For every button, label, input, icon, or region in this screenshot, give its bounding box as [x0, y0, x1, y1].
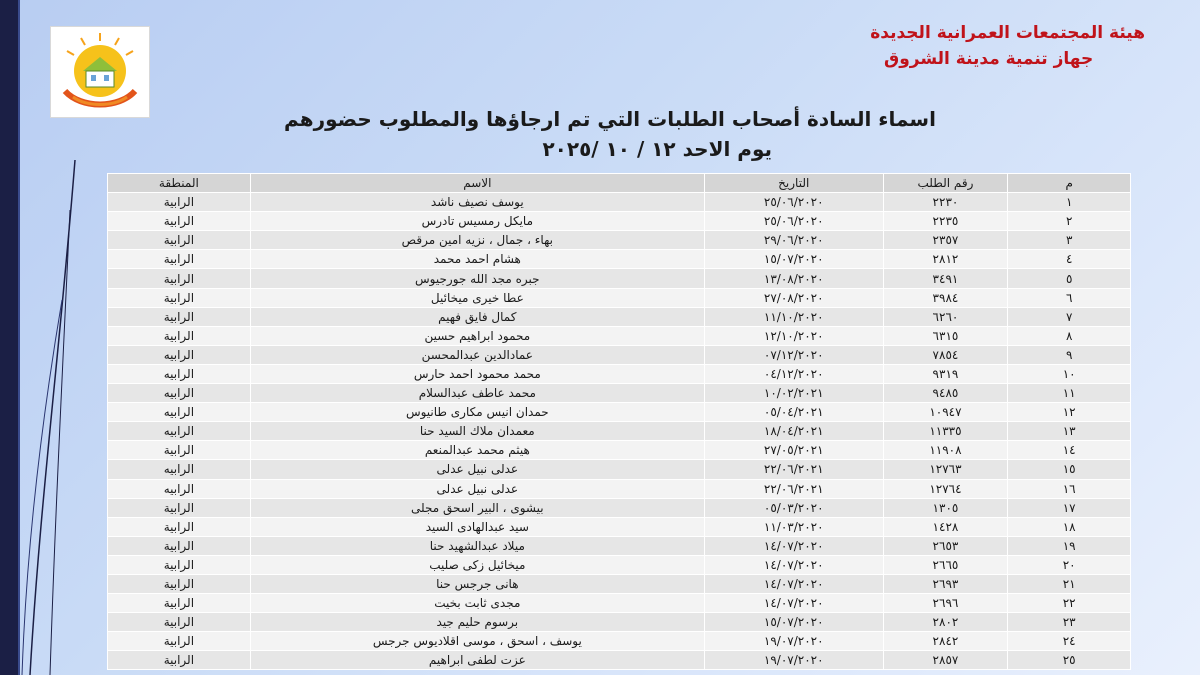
header-request-no: رقم الطلب	[883, 174, 1008, 193]
cell-m: ١١	[1008, 384, 1131, 403]
cell-request-no: ١٤٢٨	[883, 517, 1008, 536]
cell-m: ٨	[1008, 326, 1131, 345]
cell-name: محمد عاطف عبدالسلام	[250, 384, 704, 403]
cell-m: ٤	[1008, 250, 1131, 269]
cell-date: ٠٤/١٢/٢٠٢٠	[704, 364, 883, 383]
cell-name: هشام احمد محمد	[250, 250, 704, 269]
cell-name: عزت لطفى ابراهيم	[250, 651, 704, 670]
cell-request-no: ٣٤٩١	[883, 269, 1008, 288]
cell-area: الرابية	[108, 231, 251, 250]
cell-request-no: ٢٦٦٥	[883, 555, 1008, 574]
cell-area: الرابية	[108, 613, 251, 632]
cell-request-no: ٢٦٩٣	[883, 574, 1008, 593]
cell-area: الرابية	[108, 307, 251, 326]
cell-area: الرابية	[108, 574, 251, 593]
table-row	[108, 536, 1131, 555]
header-date: التاريخ	[704, 174, 883, 193]
cell-m: ١٤	[1008, 441, 1131, 460]
table-row	[108, 498, 1131, 517]
cell-area: الرابية	[108, 651, 251, 670]
cell-request-no: ٢٦٥٣	[883, 536, 1008, 555]
cell-name: عطا خيرى ميخائيل	[250, 288, 704, 307]
cell-date: ١٢/١٠/٢٠٢٠	[704, 326, 883, 345]
cell-name: محمود ابراهيم حسين	[250, 326, 704, 345]
cell-m: ١	[1008, 193, 1131, 212]
cell-area: الرابيه	[108, 479, 251, 498]
cell-m: ١٦	[1008, 479, 1131, 498]
cell-name: بيشوى ، البير اسحق مجلى	[250, 498, 704, 517]
cell-m: ٢١	[1008, 574, 1131, 593]
table-row	[108, 326, 1131, 345]
cell-date: ١٤/٠٧/٢٠٢٠	[704, 555, 883, 574]
cell-m: ١٢	[1008, 403, 1131, 422]
cell-area: الرابية	[108, 594, 251, 613]
cell-area: الرابية	[108, 250, 251, 269]
cell-m: ١٥	[1008, 460, 1131, 479]
cell-request-no: ١١٩٠٨	[883, 441, 1008, 460]
cell-date: ١٤/٠٧/٢٠٢٠	[704, 594, 883, 613]
table-row	[108, 364, 1131, 383]
cell-area: الرابيه	[108, 403, 251, 422]
cell-name: هانى جرجس حنا	[250, 574, 704, 593]
cell-m: ٢٥	[1008, 651, 1131, 670]
table-row	[108, 422, 1131, 441]
cell-name: مجدى ثابت بخيت	[250, 594, 704, 613]
cell-area: الرابية	[108, 326, 251, 345]
cell-area: الرابية	[108, 441, 251, 460]
cell-area: الرابية	[108, 498, 251, 517]
cell-m: ١٣	[1008, 422, 1131, 441]
cell-m: ٢٢	[1008, 594, 1131, 613]
cell-date: ٢٥/٠٦/٢٠٢٠	[704, 212, 883, 231]
cell-date: ١٨/٠٤/٢٠٢١	[704, 422, 883, 441]
cell-m: ٢٤	[1008, 632, 1131, 651]
cell-date: ٢٧/٠٥/٢٠٢١	[704, 441, 883, 460]
cell-request-no: ١٢٧٦٣	[883, 460, 1008, 479]
table-row	[108, 574, 1131, 593]
header-m: م	[1008, 174, 1131, 193]
cell-date: ١٥/٠٧/٢٠٢٠	[704, 613, 883, 632]
cell-date: ٠٧/١٢/٢٠٢٠	[704, 345, 883, 364]
cell-area: الرابية	[108, 536, 251, 555]
city-logo	[50, 26, 150, 118]
cell-name: يوسف ، اسحق ، موسى اقلاديوس جرجس	[250, 632, 704, 651]
cell-m: ٢	[1008, 212, 1131, 231]
org-name-line1: هيئة المجتمعات العمرانية الجديدة	[870, 23, 1145, 43]
cell-request-no: ٢٣٥٧	[883, 231, 1008, 250]
city-logo-icon	[51, 27, 149, 117]
title-line1: اسماء السادة أصحاب الطلبات التي تم ارجاؤها والمطلوب حضورهم	[284, 107, 936, 131]
table-row	[108, 269, 1131, 288]
title-line2: يوم الاحد ١٢ / ١٠ /٢٠٢٥	[542, 137, 772, 161]
cell-m: ٢٣	[1008, 613, 1131, 632]
cell-date: ٢٢/٠٦/٢٠٢١	[704, 460, 883, 479]
table-header-row	[108, 174, 1131, 193]
cell-m: ١٨	[1008, 517, 1131, 536]
cell-request-no: ٣٩٨٤	[883, 288, 1008, 307]
cell-date: ٠٥/٠٤/٢٠٢١	[704, 403, 883, 422]
cell-date: ٢٩/٠٦/٢٠٢٠	[704, 231, 883, 250]
cell-request-no: ٢٨٤٢	[883, 632, 1008, 651]
table-row	[108, 479, 1131, 498]
cell-m: ٧	[1008, 307, 1131, 326]
org-name-line2: جهاز تنمية مدينة الشروق	[884, 49, 1094, 69]
cell-m: ١٩	[1008, 536, 1131, 555]
cell-name: عمادالدين عبدالمحسن	[250, 345, 704, 364]
table-row	[108, 307, 1131, 326]
cell-name: ميلاد عبدالشهيد حنا	[250, 536, 704, 555]
cell-m: ٥	[1008, 269, 1131, 288]
cell-date: ٠٥/٠٣/٢٠٢٠	[704, 498, 883, 517]
header-name: الاسم	[250, 174, 704, 193]
cell-area: الرابيه	[108, 384, 251, 403]
cell-name: حمدان انيس مكارى طانيوس	[250, 403, 704, 422]
table-row	[108, 212, 1131, 231]
cell-area: الرابية	[108, 212, 251, 231]
cell-area: الرابيه	[108, 364, 251, 383]
page-title	[260, 104, 960, 164]
cell-name: يوسف نصيف ناشد	[250, 193, 704, 212]
cell-date: ١٤/٠٧/٢٠٢٠	[704, 574, 883, 593]
table-row	[108, 651, 1131, 670]
cell-name: ميخائيل زكى صليب	[250, 555, 704, 574]
cell-m: ٦	[1008, 288, 1131, 307]
cell-date: ١٩/٠٧/٢٠٢٠	[704, 632, 883, 651]
cell-request-no: ٢٨٠٢	[883, 613, 1008, 632]
table-row	[108, 403, 1131, 422]
cell-request-no: ٧٨٥٤	[883, 345, 1008, 364]
cell-request-no: ٢٨١٢	[883, 250, 1008, 269]
cell-date: ٢٧/٠٨/٢٠٢٠	[704, 288, 883, 307]
cell-request-no: ١٠٩٤٧	[883, 403, 1008, 422]
cell-date: ٢٢/٠٦/٢٠٢١	[704, 479, 883, 498]
cell-area: الرابية	[108, 269, 251, 288]
cell-request-no: ٩٤٨٥	[883, 384, 1008, 403]
cell-name: جبره مجد الله جورجيوس	[250, 269, 704, 288]
table-row	[108, 613, 1131, 632]
cell-area: الرابية	[108, 288, 251, 307]
cell-request-no: ٢٢٣٥	[883, 212, 1008, 231]
cell-request-no: ١٢٧٦٤	[883, 479, 1008, 498]
cell-request-no: ٩٣١٩	[883, 364, 1008, 383]
cell-request-no: ١١٣٣٥	[883, 422, 1008, 441]
cell-request-no: ٢٦٩٦	[883, 594, 1008, 613]
cell-date: ١١/١٠/٢٠٢٠	[704, 307, 883, 326]
cell-request-no: ١٣٠٥	[883, 498, 1008, 517]
table-row	[108, 555, 1131, 574]
table-row	[108, 345, 1131, 364]
cell-name: بهاء ، جمال ، نزيه امين مرقص	[250, 231, 704, 250]
cell-name: كمال فايق فهيم	[250, 307, 704, 326]
table-row	[108, 384, 1131, 403]
cell-name: مايكل رمسيس تادرس	[250, 212, 704, 231]
table-row	[108, 460, 1131, 479]
cell-date: ١١/٠٣/٢٠٢٠	[704, 517, 883, 536]
cell-m: ٩	[1008, 345, 1131, 364]
cell-name: عدلى نبيل عدلى	[250, 479, 704, 498]
cell-name: محمد محمود احمد حارس	[250, 364, 704, 383]
cell-area: الرابية	[108, 555, 251, 574]
cell-area: الرابيه	[108, 345, 251, 364]
cell-m: ٣	[1008, 231, 1131, 250]
table-row	[108, 441, 1131, 460]
requests-table	[107, 173, 1131, 670]
table-row	[108, 288, 1131, 307]
table-row	[108, 632, 1131, 651]
table-row	[108, 517, 1131, 536]
cell-m: ١٧	[1008, 498, 1131, 517]
cell-area: الرابية	[108, 517, 251, 536]
cell-name: معمدان ملاك السيد حنا	[250, 422, 704, 441]
table-row	[108, 594, 1131, 613]
cell-name: هيثم محمد عبدالمنعم	[250, 441, 704, 460]
cell-date: ١٣/٠٨/٢٠٢٠	[704, 269, 883, 288]
cell-request-no: ٢٨٥٧	[883, 651, 1008, 670]
table-row	[108, 231, 1131, 250]
organization-name	[870, 20, 1145, 72]
cell-area: الرابيه	[108, 460, 251, 479]
table-row	[108, 193, 1131, 212]
cell-name: عدلى نبيل عدلى	[250, 460, 704, 479]
header-area: المنطقة	[108, 174, 251, 193]
cell-request-no: ٦٢٦٠	[883, 307, 1008, 326]
cell-request-no: ٦٣١٥	[883, 326, 1008, 345]
cell-name: برسوم حليم جيد	[250, 613, 704, 632]
cell-m: ٢٠	[1008, 555, 1131, 574]
cell-area: الرابية	[108, 632, 251, 651]
cell-date: ١٥/٠٧/٢٠٢٠	[704, 250, 883, 269]
cell-date: ٢٥/٠٦/٢٠٢٠	[704, 193, 883, 212]
cell-date: ١٤/٠٧/٢٠٢٠	[704, 536, 883, 555]
cell-area: الرابية	[108, 193, 251, 212]
table-row	[108, 250, 1131, 269]
cell-date: ١٠/٠٢/٢٠٢١	[704, 384, 883, 403]
cell-date: ١٩/٠٧/٢٠٢٠	[704, 651, 883, 670]
cell-request-no: ٢٢٣٠	[883, 193, 1008, 212]
cell-area: الرابيه	[108, 422, 251, 441]
cell-m: ١٠	[1008, 364, 1131, 383]
cell-name: سيد عبدالهادى السيد	[250, 517, 704, 536]
